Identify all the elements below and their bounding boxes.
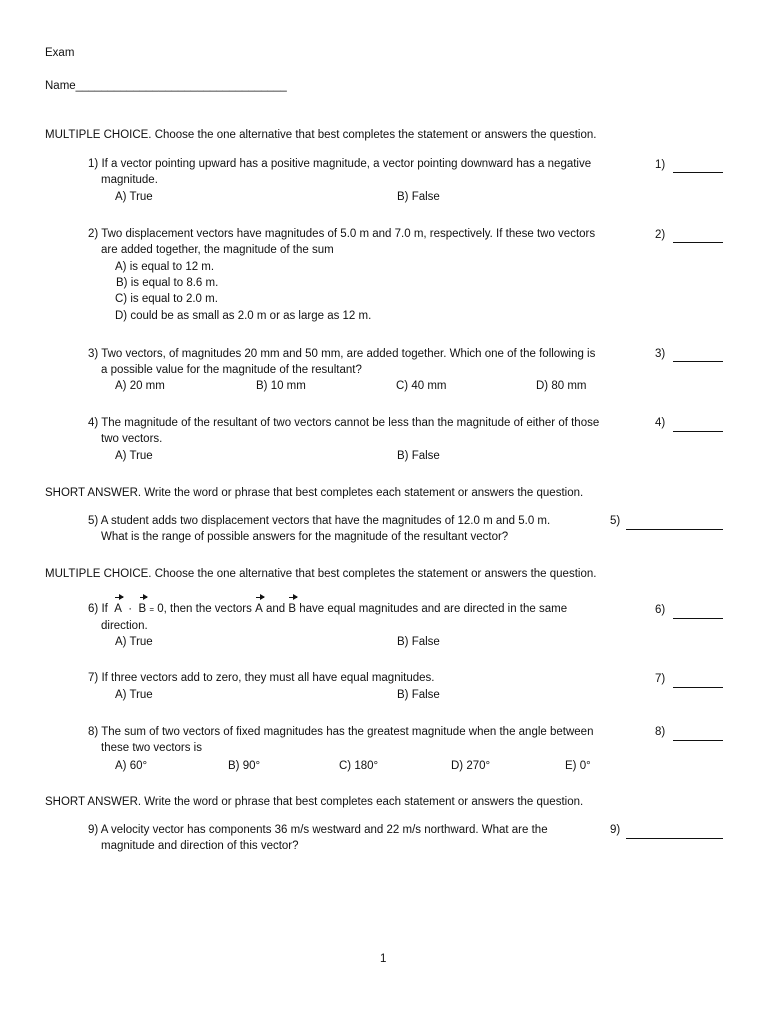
question-8	[88, 724, 638, 756]
answer-label: 4)	[655, 417, 666, 429]
question-text: have equal magnitudes and are directed in the same	[299, 603, 568, 615]
vector-b-symbol: B	[288, 603, 297, 615]
option-b[interactable]: B) False	[397, 191, 440, 203]
question-text: are added together, the magnitude of the sum	[101, 244, 334, 256]
answer-label: 5)	[610, 515, 621, 527]
option-b[interactable]: B) False	[397, 450, 440, 462]
exam-title: Exam	[45, 47, 75, 59]
question-text: two vectors.	[101, 433, 163, 445]
question-number: 1)	[88, 158, 99, 170]
option-a[interactable]: A) 60°	[115, 760, 148, 772]
question-text: If three vectors add to zero, they must all have equal magnitudes.	[101, 672, 435, 684]
question-2	[88, 226, 638, 258]
option-a[interactable]: A) is equal to 12 m.	[115, 261, 215, 273]
section-heading-mc1: MULTIPLE CHOICE. Choose the one alternative that best completes the statement or answers the question.	[45, 129, 597, 141]
question-text: direction.	[101, 620, 148, 632]
answer-blank[interactable]	[626, 838, 723, 839]
answer-label: 8)	[655, 726, 666, 738]
question-text: and	[265, 603, 286, 615]
option-d[interactable]: D) 270°	[451, 760, 491, 772]
question-text: The magnitude of the resultant of two vectors cannot be less than the magnitude of either of those	[101, 417, 600, 429]
answer-blank[interactable]	[673, 361, 723, 362]
answer-blank[interactable]	[673, 431, 723, 432]
option-e[interactable]: E) 0°	[565, 760, 591, 772]
question-number: 3)	[88, 348, 99, 360]
answer-label: 9)	[610, 824, 621, 836]
question-text: 0, then the vectors	[157, 603, 252, 615]
answer-label: 2)	[655, 229, 666, 241]
question-text: The sum of two vectors of fixed magnitudes has the greatest magnitude when the angle between	[101, 726, 594, 738]
section-heading-mc2: MULTIPLE CHOICE. Choose the one alternative that best completes the statement or answers the question.	[45, 568, 597, 580]
question-3	[88, 346, 638, 378]
equals-sign: =	[149, 605, 155, 614]
option-b[interactable]: B) False	[397, 689, 440, 701]
option-d[interactable]: D) could be as small as 2.0 m or as large as 12 m.	[115, 310, 372, 322]
question-text: Two vectors, of magnitudes 20 mm and 50 mm, are added together. Which one of the following is	[101, 348, 596, 360]
question-text: If a vector pointing upward has a positive magnitude, a vector pointing downward has a negative	[101, 158, 592, 170]
question-number: 5)	[88, 515, 99, 527]
question-text: magnitude and direction of this vector?	[101, 840, 299, 852]
question-text: A velocity vector has components 36 m/s westward and 22 m/s northward. What are the	[100, 824, 548, 836]
question-text: a possible value for the magnitude of the resultant?	[101, 364, 362, 376]
question-number: 6)	[88, 603, 99, 615]
question-text: magnitude.	[101, 174, 158, 186]
answer-blank[interactable]	[673, 740, 723, 741]
section-heading-sa1: SHORT ANSWER. Write the word or phrase that best completes each statement or answers the question.	[45, 487, 584, 499]
question-4	[88, 415, 638, 447]
answer-blank[interactable]	[673, 618, 723, 619]
question-9	[88, 822, 608, 854]
option-a[interactable]: A) 20 mm	[115, 380, 165, 392]
question-number: 9)	[88, 824, 99, 836]
option-b[interactable]: B) is equal to 8.6 m.	[116, 277, 219, 289]
question-number: 8)	[88, 726, 99, 738]
option-a[interactable]: A) True	[115, 191, 153, 203]
question-7	[88, 670, 638, 686]
question-5	[88, 513, 608, 545]
vector-a-symbol: A	[114, 603, 122, 615]
option-b[interactable]: B) 10 mm	[256, 380, 306, 392]
option-d[interactable]: D) 80 mm	[536, 380, 587, 392]
question-1	[88, 156, 638, 188]
option-b[interactable]: B) False	[397, 636, 440, 648]
option-a[interactable]: A) True	[115, 636, 153, 648]
option-c[interactable]: C) 40 mm	[396, 380, 447, 392]
option-c[interactable]: C) is equal to 2.0 m.	[115, 293, 218, 305]
option-c[interactable]: C) 180°	[339, 760, 379, 772]
question-text: Two displacement vectors have magnitudes of 5.0 m and 7.0 m, respectively. If these two vectors	[101, 228, 596, 240]
question-number: 2)	[88, 228, 99, 240]
answer-blank[interactable]	[673, 687, 723, 688]
question-text: If	[101, 603, 108, 615]
answer-label: 6)	[655, 604, 666, 616]
vector-b-symbol: B	[138, 603, 147, 615]
option-b[interactable]: B) 90°	[228, 760, 261, 772]
dot-operator: ·	[128, 603, 133, 615]
question-text: A student adds two displacement vectors that have the magnitudes of 12.0 m and 5.0 m.	[100, 515, 551, 527]
question-6	[88, 601, 638, 634]
vector-a-symbol: A	[255, 603, 263, 615]
answer-label: 3)	[655, 348, 666, 360]
page-number: 1	[380, 953, 387, 965]
option-a[interactable]: A) True	[115, 450, 153, 462]
question-text: these two vectors is	[101, 742, 202, 754]
answer-blank[interactable]	[673, 172, 723, 173]
question-text: What is the range of possible answers for the magnitude of the resultant vector?	[101, 531, 509, 543]
option-a[interactable]: A) True	[115, 689, 153, 701]
name-field[interactable]: Name_________________________________	[45, 80, 287, 92]
section-heading-sa2: SHORT ANSWER. Write the word or phrase that best completes each statement or answers the question.	[45, 796, 584, 808]
question-number: 4)	[88, 417, 99, 429]
question-number: 7)	[88, 672, 99, 684]
answer-blank[interactable]	[626, 529, 723, 530]
answer-label: 1)	[655, 159, 666, 171]
answer-blank[interactable]	[673, 242, 723, 243]
answer-label: 7)	[655, 673, 666, 685]
